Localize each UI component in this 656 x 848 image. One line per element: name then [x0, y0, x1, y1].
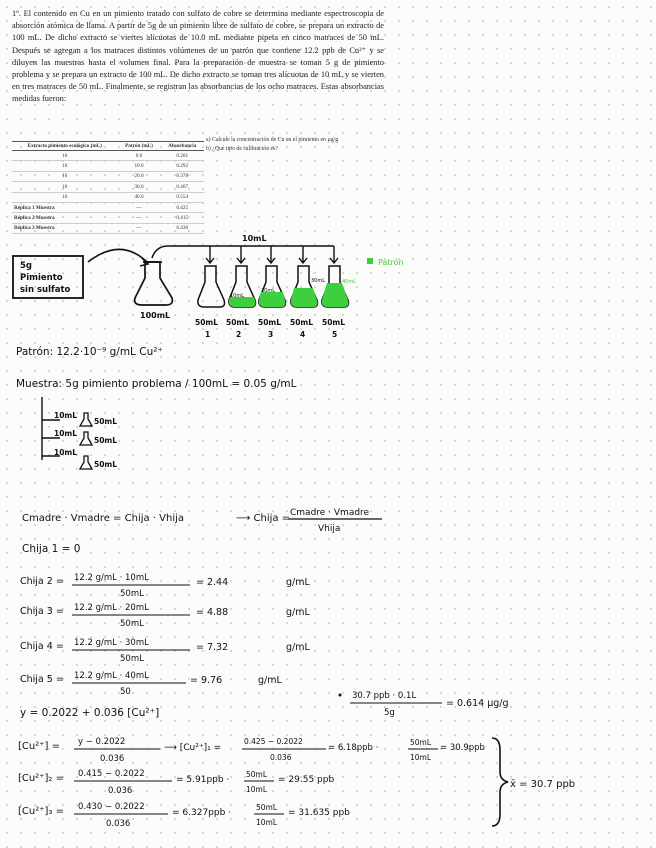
svg-text:12.2 g/mL · 30mL: 12.2 g/mL · 30mL: [74, 638, 149, 648]
svg-text:0.430 − 0.2022: 0.430 − 0.2022: [78, 802, 145, 812]
flask-fill-label: 40mL: [342, 279, 357, 285]
svg-text:= 29.55 ppb: = 29.55 ppb: [278, 775, 335, 785]
final-denominator: 5g: [384, 708, 395, 718]
flask-fill-label: 20mL: [261, 288, 276, 294]
concentration-row: [20, 573, 310, 599]
svg-text:12.2 g/mL · 10mL: 12.2 g/mL · 10mL: [74, 573, 149, 583]
problem-statement: 1º. El contenido en Cu en un pimiento tratado con sulfato de cobre se determina mediante espectroscopia de absorción atómica de llama. A partir de 5g de un pimiento libre de sulfato de cobre, se prepara un extracto de 100 mL. De dicho extracto se viertes alícuotas de 10.0 mL mediante pipeta en cinco matraces de 50 mL. Después se agregan a los matraces distintos volúmenes de un patrón que contiene 12.2 ppb de Cu²⁺ y se diluyen las muestras hasta el volumen final. Para la preparación de muestra se toman 5 g de pimiento problema y se prepara un extracto de 100 mL. De dicho extracto se toman tres alícuotas de 10 mL y se vierten en tres matraces de 50 mL. Finalmente, se registran las absorbancias de los ocho matraces. Estas absorbancias medidas fueron:: [12, 9, 384, 104]
svg-text:= 30.9ppb: = 30.9ppb: [440, 743, 485, 753]
table-cell: 10.0: [118, 161, 161, 171]
muestra-aliquot: [54, 448, 117, 469]
svg-text:= 7.32: = 7.32: [196, 642, 229, 653]
svg-text:[Cu²⁺]₃ =: [Cu²⁺]₃ =: [18, 806, 64, 817]
flask-volume: 50mL: [290, 318, 314, 327]
small-flask-icons: [80, 413, 92, 469]
svg-text:10mL: 10mL: [256, 818, 278, 827]
flask-volume: 50mL: [322, 318, 346, 327]
table-cell: 40.0: [118, 192, 161, 202]
arrow-to-flask: [88, 249, 148, 263]
svg-text:50mL: 50mL: [120, 619, 144, 629]
table-cell: 0.415: [160, 213, 204, 223]
concentration-row: [20, 671, 282, 697]
flask-number: 2: [236, 330, 242, 339]
table-cell: 30.0: [118, 182, 161, 192]
svg-text:50mL: 50mL: [120, 589, 144, 599]
svg-text:= 9.76: = 9.76: [190, 675, 223, 686]
table-cell: 10: [12, 161, 118, 171]
concentration-row: [20, 638, 310, 664]
final-result: = 0.614 µg/g: [446, 698, 509, 709]
flask-number: 1: [205, 330, 211, 339]
flask-number: 3: [268, 330, 274, 339]
dilution-numerator: Cmadre · Vmadre: [290, 508, 370, 518]
dilution-arrow: ⟶ Chija =: [236, 513, 291, 524]
sample-box-line: 5g: [20, 261, 32, 271]
svg-text:50mL: 50mL: [94, 460, 118, 469]
table-cell: 0.201: [160, 151, 204, 161]
svg-text:= 6.327ppb ·: = 6.327ppb ·: [172, 808, 232, 818]
table-cell: 10: [12, 151, 118, 161]
flask-4-icon: [291, 266, 318, 307]
question-a: a) Calcule la concentración de Cu en el pimiento en µg/g: [206, 137, 339, 143]
big-flask-label: 100mL: [140, 311, 171, 320]
table-cell: Réplica 2 Muestra: [12, 213, 118, 223]
svg-text:0.425 − 0.2022: 0.425 − 0.2022: [244, 737, 303, 746]
svg-text:= 2.44: = 2.44: [196, 577, 229, 588]
table-cell: 0.425: [160, 202, 204, 212]
svg-text:50mL: 50mL: [94, 436, 118, 445]
svg-text:0.415 − 0.2022: 0.415 − 0.2022: [78, 769, 145, 779]
svg-text:50mL: 50mL: [410, 738, 432, 747]
svg-text:12.2 g/mL · 40mL: 12.2 g/mL · 40mL: [74, 671, 149, 681]
svg-text:= 31.635 ppb: = 31.635 ppb: [288, 808, 350, 818]
svg-text:50mL: 50mL: [120, 654, 144, 664]
svg-text:50: 50: [120, 687, 131, 697]
table-cell: ---: [118, 213, 161, 223]
svg-text:Chija 5 =: Chija 5 =: [20, 674, 64, 685]
legend-label: Patrón: [378, 258, 404, 267]
muestra-line: Muestra: 5g pimiento problema / 100mL = 0.05 g/mL: [16, 378, 297, 390]
flask-1-icon: [198, 266, 225, 307]
sample-box: [13, 256, 83, 298]
table-header: Absorbancia: [160, 142, 204, 151]
question-b: b) ¿Qué tipo de calibración es?: [206, 146, 278, 152]
table-cell: ---: [118, 202, 161, 212]
svg-text:Chija 2 =: Chija 2 =: [20, 576, 64, 587]
table-cell: 10: [12, 171, 118, 181]
svg-text:[Cu²⁺] =: [Cu²⁺] =: [18, 741, 60, 752]
table-cell: 0.378: [160, 171, 204, 181]
dilution-denominator: Vhija: [318, 524, 341, 534]
svg-text:50mL: 50mL: [256, 803, 278, 812]
flask-3-icon: [259, 266, 286, 307]
svg-text:g/mL: g/mL: [286, 577, 310, 588]
flask-volume: 50mL: [226, 318, 250, 327]
svg-text:Chija 3 =: Chija 3 =: [20, 606, 64, 617]
flask-5-icon: [322, 266, 349, 307]
flask-volume: 50mL: [258, 318, 282, 327]
flask-fill-label: 30mL: [311, 278, 326, 284]
table-cell: Réplica 1 Muestra: [12, 202, 118, 212]
flask-volume: 50mL: [195, 318, 219, 327]
svg-text:50mL: 50mL: [246, 770, 268, 779]
svg-text:0.036: 0.036: [100, 754, 125, 764]
table-cell: 20.0: [118, 171, 161, 181]
sample-box-line: Pimiento: [20, 273, 63, 283]
regression-line: y = 0.2022 + 0.036 [Cu²⁺]: [20, 707, 160, 719]
svg-text:0.036: 0.036: [106, 819, 131, 829]
table-cell: 0.292: [160, 161, 204, 171]
flask-fill-label: 10mL: [230, 293, 245, 299]
table-cell: ---: [118, 223, 161, 233]
sample-box-line: sin sulfato: [20, 285, 71, 295]
svg-text:10mL: 10mL: [54, 411, 78, 420]
table-cell: 0.430: [160, 223, 204, 233]
table-cell: 0.0: [118, 151, 161, 161]
big-flask-icon: [135, 262, 173, 305]
table-cell: Réplica 3 Muestra: [12, 223, 118, 233]
table-cell: 10: [12, 192, 118, 202]
table-cell: 0.467: [160, 182, 204, 192]
table-header: Extracto pimiento ecológico (mL): [12, 142, 118, 151]
svg-text:Chija 4 =: Chija 4 =: [20, 641, 64, 652]
svg-text:0.036: 0.036: [108, 786, 133, 796]
svg-text:50mL: 50mL: [94, 417, 118, 426]
bullet: [339, 694, 342, 697]
dilution-formula: Cmadre · Vmadre = Chija · Vhija: [22, 513, 185, 524]
svg-text:10mL: 10mL: [54, 429, 78, 438]
svg-text:10mL: 10mL: [410, 753, 432, 762]
aliquot-label: 10mL: [242, 234, 267, 243]
table-cell: 10: [12, 182, 118, 192]
svg-text:g/mL: g/mL: [286, 642, 310, 653]
table-cell: 0.554: [160, 192, 204, 202]
svg-text:= 4.88: = 4.88: [196, 607, 229, 618]
svg-text:10mL: 10mL: [54, 448, 78, 457]
svg-text:g/mL: g/mL: [258, 675, 282, 686]
svg-text:10mL: 10mL: [246, 785, 268, 794]
patron-line: Patrón: 12.2·10⁻⁹ g/mL Cu²⁺: [16, 346, 163, 358]
legend-swatch: [367, 258, 373, 264]
mean-value: x̄ = 30.7 ppb: [510, 779, 576, 790]
svg-text:y − 0.2022: y − 0.2022: [78, 737, 126, 747]
brace: [492, 738, 508, 826]
svg-text:0.036: 0.036: [270, 753, 292, 762]
cu-calc-row: [18, 769, 334, 796]
concentration-row: [20, 603, 310, 629]
svg-text:= 6.18ppb ·: = 6.18ppb ·: [328, 743, 379, 753]
svg-text:g/mL: g/mL: [286, 607, 310, 618]
flask-2-icon: [229, 266, 256, 307]
final-numerator: 30.7 ppb · 0.1L: [352, 691, 417, 701]
distribution-line: [152, 246, 334, 258]
c1-line: Chija 1 = 0: [22, 543, 81, 555]
table-header: Patrón (mL): [118, 142, 161, 151]
svg-text:[Cu²⁺]₂ =: [Cu²⁺]₂ =: [18, 773, 64, 784]
flask-number: 4: [300, 330, 306, 339]
cu-calc-row: [18, 737, 485, 764]
cu-calc-row: [18, 802, 350, 829]
svg-text:12.2 g/mL · 20mL: 12.2 g/mL · 20mL: [74, 603, 149, 613]
aliquot-arrows: [206, 246, 338, 263]
svg-text:⟶ [Cu²⁺]₁ =: ⟶ [Cu²⁺]₁ =: [164, 743, 222, 753]
flask-number: 5: [332, 330, 338, 339]
svg-text:= 5.91ppb ·: = 5.91ppb ·: [176, 775, 230, 785]
